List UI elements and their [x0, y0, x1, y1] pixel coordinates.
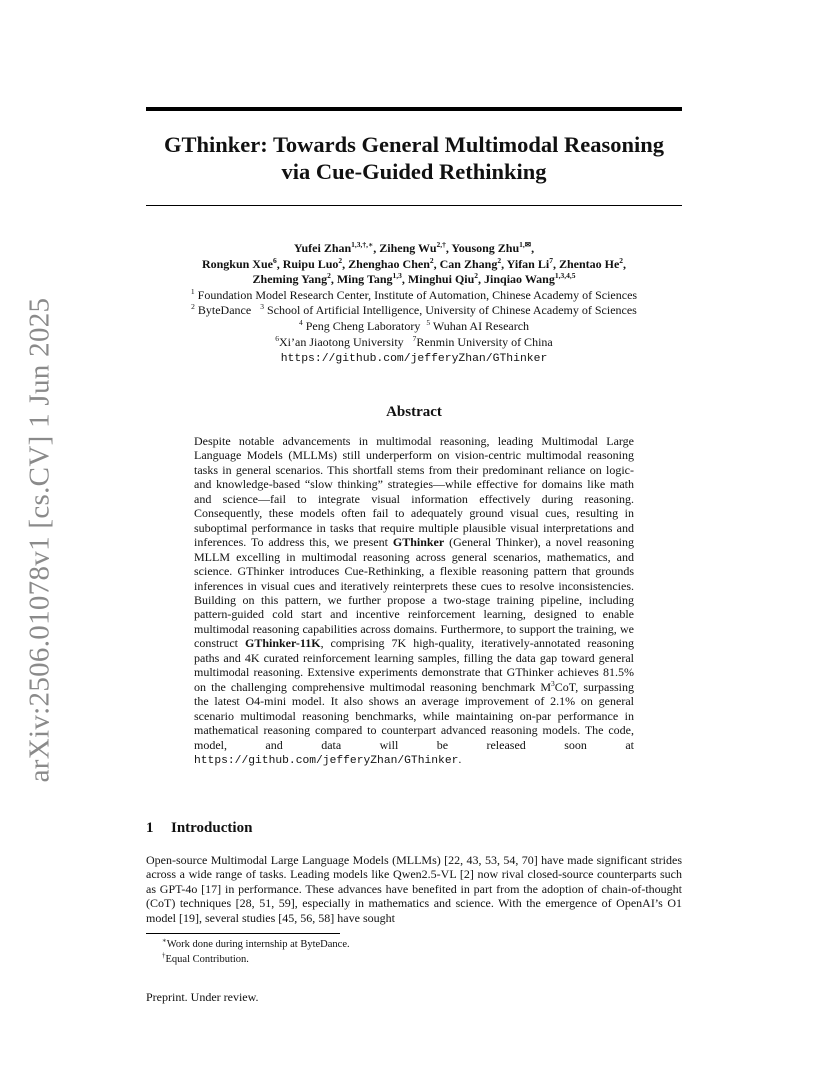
author-name: , Can Zhang [433, 256, 498, 271]
affiliation-number: 2 [191, 302, 195, 312]
abstract-body [194, 434, 634, 768]
author-affiliation-marker: 2 [619, 255, 624, 265]
github-url-line [146, 350, 682, 368]
author-name: Rongkun Xue [201, 256, 273, 271]
footnote-mark: ∗ [162, 936, 167, 945]
title-line-1: GThinker: Towards General Multimodal Reasoning [163, 132, 665, 157]
affiliation-text: Renmin University of China [416, 334, 553, 349]
affiliation-number: 3 [260, 302, 264, 312]
author-name: , Minghui Qiu [401, 272, 475, 287]
footnote-1 [162, 937, 350, 952]
github-url[interactable]: https://github.com/jefferyZhan/GThinker [280, 353, 548, 366]
arxiv-identifier-stamp: arXiv:2506.01078v1 [cs.CV] 1 Jun 2025 [23, 297, 56, 783]
abstract-text: , comprising 7K high-quality, iteratively-annotated reasoning paths and 4K curated reinforcement learning samples, filling the data gap toward general multimodal reasoning. Extensive experiments demonstrate that GThinker achieves 81.5% on the challenging comprehensive multimodal reasoning benchmark M [194, 636, 634, 694]
author-name: , Yousong Zhu [445, 241, 520, 255]
author-name: , Ziheng Wu [373, 241, 437, 255]
author-name: , Zhentao He [552, 256, 620, 271]
section-number: 1 [146, 820, 154, 836]
author-affiliation-marker: 2 [327, 271, 331, 281]
author-name: Yufei Zhan [293, 241, 352, 255]
affiliation-number: 5 [426, 317, 431, 327]
author-affiliation-marker: 2 [497, 255, 502, 265]
affiliation-number: 4 [298, 317, 303, 327]
author-line-1 [146, 241, 682, 257]
introduction-paragraph: Open-source Multimodal Large Language Models (MLLMs) [22, 43, 53, 54, 70] have made significant strides across a wide range of tasks. Leading models like Qwen2.5-VL [2] now rival closed-source counterparts such as GPT-4o [17] in performance. These advances have benefited in part from the adoption of chain-of-thought (CoT) techniques [28, 51, 59], especially in mathematics and science. With the emergence of OpenAI’s O1 model [19], several studies [45, 56, 58] have sought [146, 853, 682, 925]
abstract-url[interactable]: https://github.com/jefferyZhan/GThinker [194, 754, 459, 767]
abstract-heading: Abstract [386, 404, 442, 420]
author-affiliation-marker: 6 [272, 255, 277, 265]
author-affiliation-marker: 2 [474, 271, 479, 281]
affiliation-line-2 [146, 303, 682, 319]
author-line-3 [146, 272, 682, 288]
author-affiliation-marker: 1,3,†,∗ [351, 240, 374, 249]
author-name: , Zhenghao Chen [342, 256, 430, 271]
author-block [146, 241, 682, 368]
abstract-text: CoT, surpassing the latest O4-mini model. It also shows an average improvement of 2.1% on general scenario multimodal reasoning benchmarks, while maintaining on-par performance in mathematical reasoning compared to counterpart advanced reasoning models. The code, model, and data will be released soon at [194, 679, 635, 752]
affiliation-text: ByteDance [197, 303, 252, 318]
affiliation-line-3 [146, 319, 682, 335]
title-line-2: via Cue-Guided Rethinking [281, 159, 547, 184]
author-affiliation-marker: 2 [338, 255, 343, 265]
footnote-text: Equal Contribution. [165, 954, 249, 965]
affiliation-text: Peng Cheng Laboratory [305, 318, 421, 333]
superscript: 3 [551, 678, 555, 688]
author-affiliation-marker: 1,3 [392, 271, 402, 281]
section-heading [146, 820, 252, 837]
author-name: Zheming Yang [252, 272, 328, 287]
author-name: , Yifan Li [501, 256, 550, 271]
abstract-text: (General Thinker), a novel reasoning MLLM excelling in multimodal reasoning across general scenarios, mathematics, and science. GThinker introduces Cue-Rethinking, a flexible reasoning pattern that grounds inferences in visual cues and iteratively reinterprets these cues to resolve inconsistencies. Building on this pattern, we further propose a two-stage training pipeline, including pattern-guided cold start and incentive reinforcement learning, designed to enable multimodal reasoning capabilities across domains. Furthermore, to support the training, we construct [194, 535, 635, 651]
affiliation-text: School of Artificial Intelligence, University of Chinese Academy of Sciences [266, 303, 637, 318]
footnote-text: Work done during internship at ByteDance. [166, 939, 350, 950]
affiliation-number: 7 [412, 333, 417, 343]
affiliation-line-4 [146, 335, 682, 351]
author-separator: , [531, 241, 535, 255]
affiliation-text: Foundation Model Research Center, Institute of Automation, Chinese Academy of Sciences [197, 287, 638, 302]
affiliation-number: 1 [190, 286, 195, 296]
author-name: , Ming Tang [330, 272, 393, 287]
affiliation-line-1 [146, 288, 682, 304]
abstract-text: Despite notable advancements in multimodal reasoning, leading Multimodal Large Language Models (MLLMs) still underperform on vision-centric multimodal reasoning tasks in general scenarios. This shortfall stems from their predominant reliance on logic- and knowledge-based “slow thinking” strategies—while effective for domains like math and science—fail to integrate visual information effectively during reasoning. Consequently, these models often fail to adequately ground visual cues, resulting in suboptimal performance in tasks that require multiple plausible visual interpretations and inferences. To address this, we present [194, 434, 634, 550]
footnote-2 [162, 952, 350, 967]
abstract-bold-term: GThinker-11K [244, 636, 321, 651]
paper-title [146, 131, 682, 185]
title-bottom-rule [146, 205, 682, 206]
author-affiliation-marker: 2 [429, 255, 434, 265]
author-name: , Ruipu Luo [276, 256, 339, 271]
author-name: , Jinqiao Wang [478, 272, 555, 287]
affiliation-text: Xi’an Jiaotong University [279, 334, 404, 349]
abstract-text: . [458, 751, 462, 766]
affiliation-text: Wuhan AI Research [432, 318, 530, 333]
footnote-rule [146, 933, 340, 934]
title-top-rule [146, 107, 682, 111]
footnotes [162, 937, 350, 967]
author-line-2 [146, 257, 682, 273]
section-title: Introduction [171, 820, 253, 836]
author-separator: , [623, 256, 627, 271]
preprint-notice: Preprint. Under review. [146, 990, 259, 1004]
author-affiliation-marker: 2,† [436, 240, 446, 249]
affiliation-number: 6 [275, 333, 279, 343]
author-affiliation-marker: 1,3,4,5 [554, 271, 576, 281]
abstract-bold-term: GThinker [392, 535, 445, 550]
author-affiliation-marker: 7 [549, 255, 553, 265]
footnote-mark: † [162, 951, 166, 960]
author-affiliation-marker: 1,✉ [519, 240, 532, 249]
